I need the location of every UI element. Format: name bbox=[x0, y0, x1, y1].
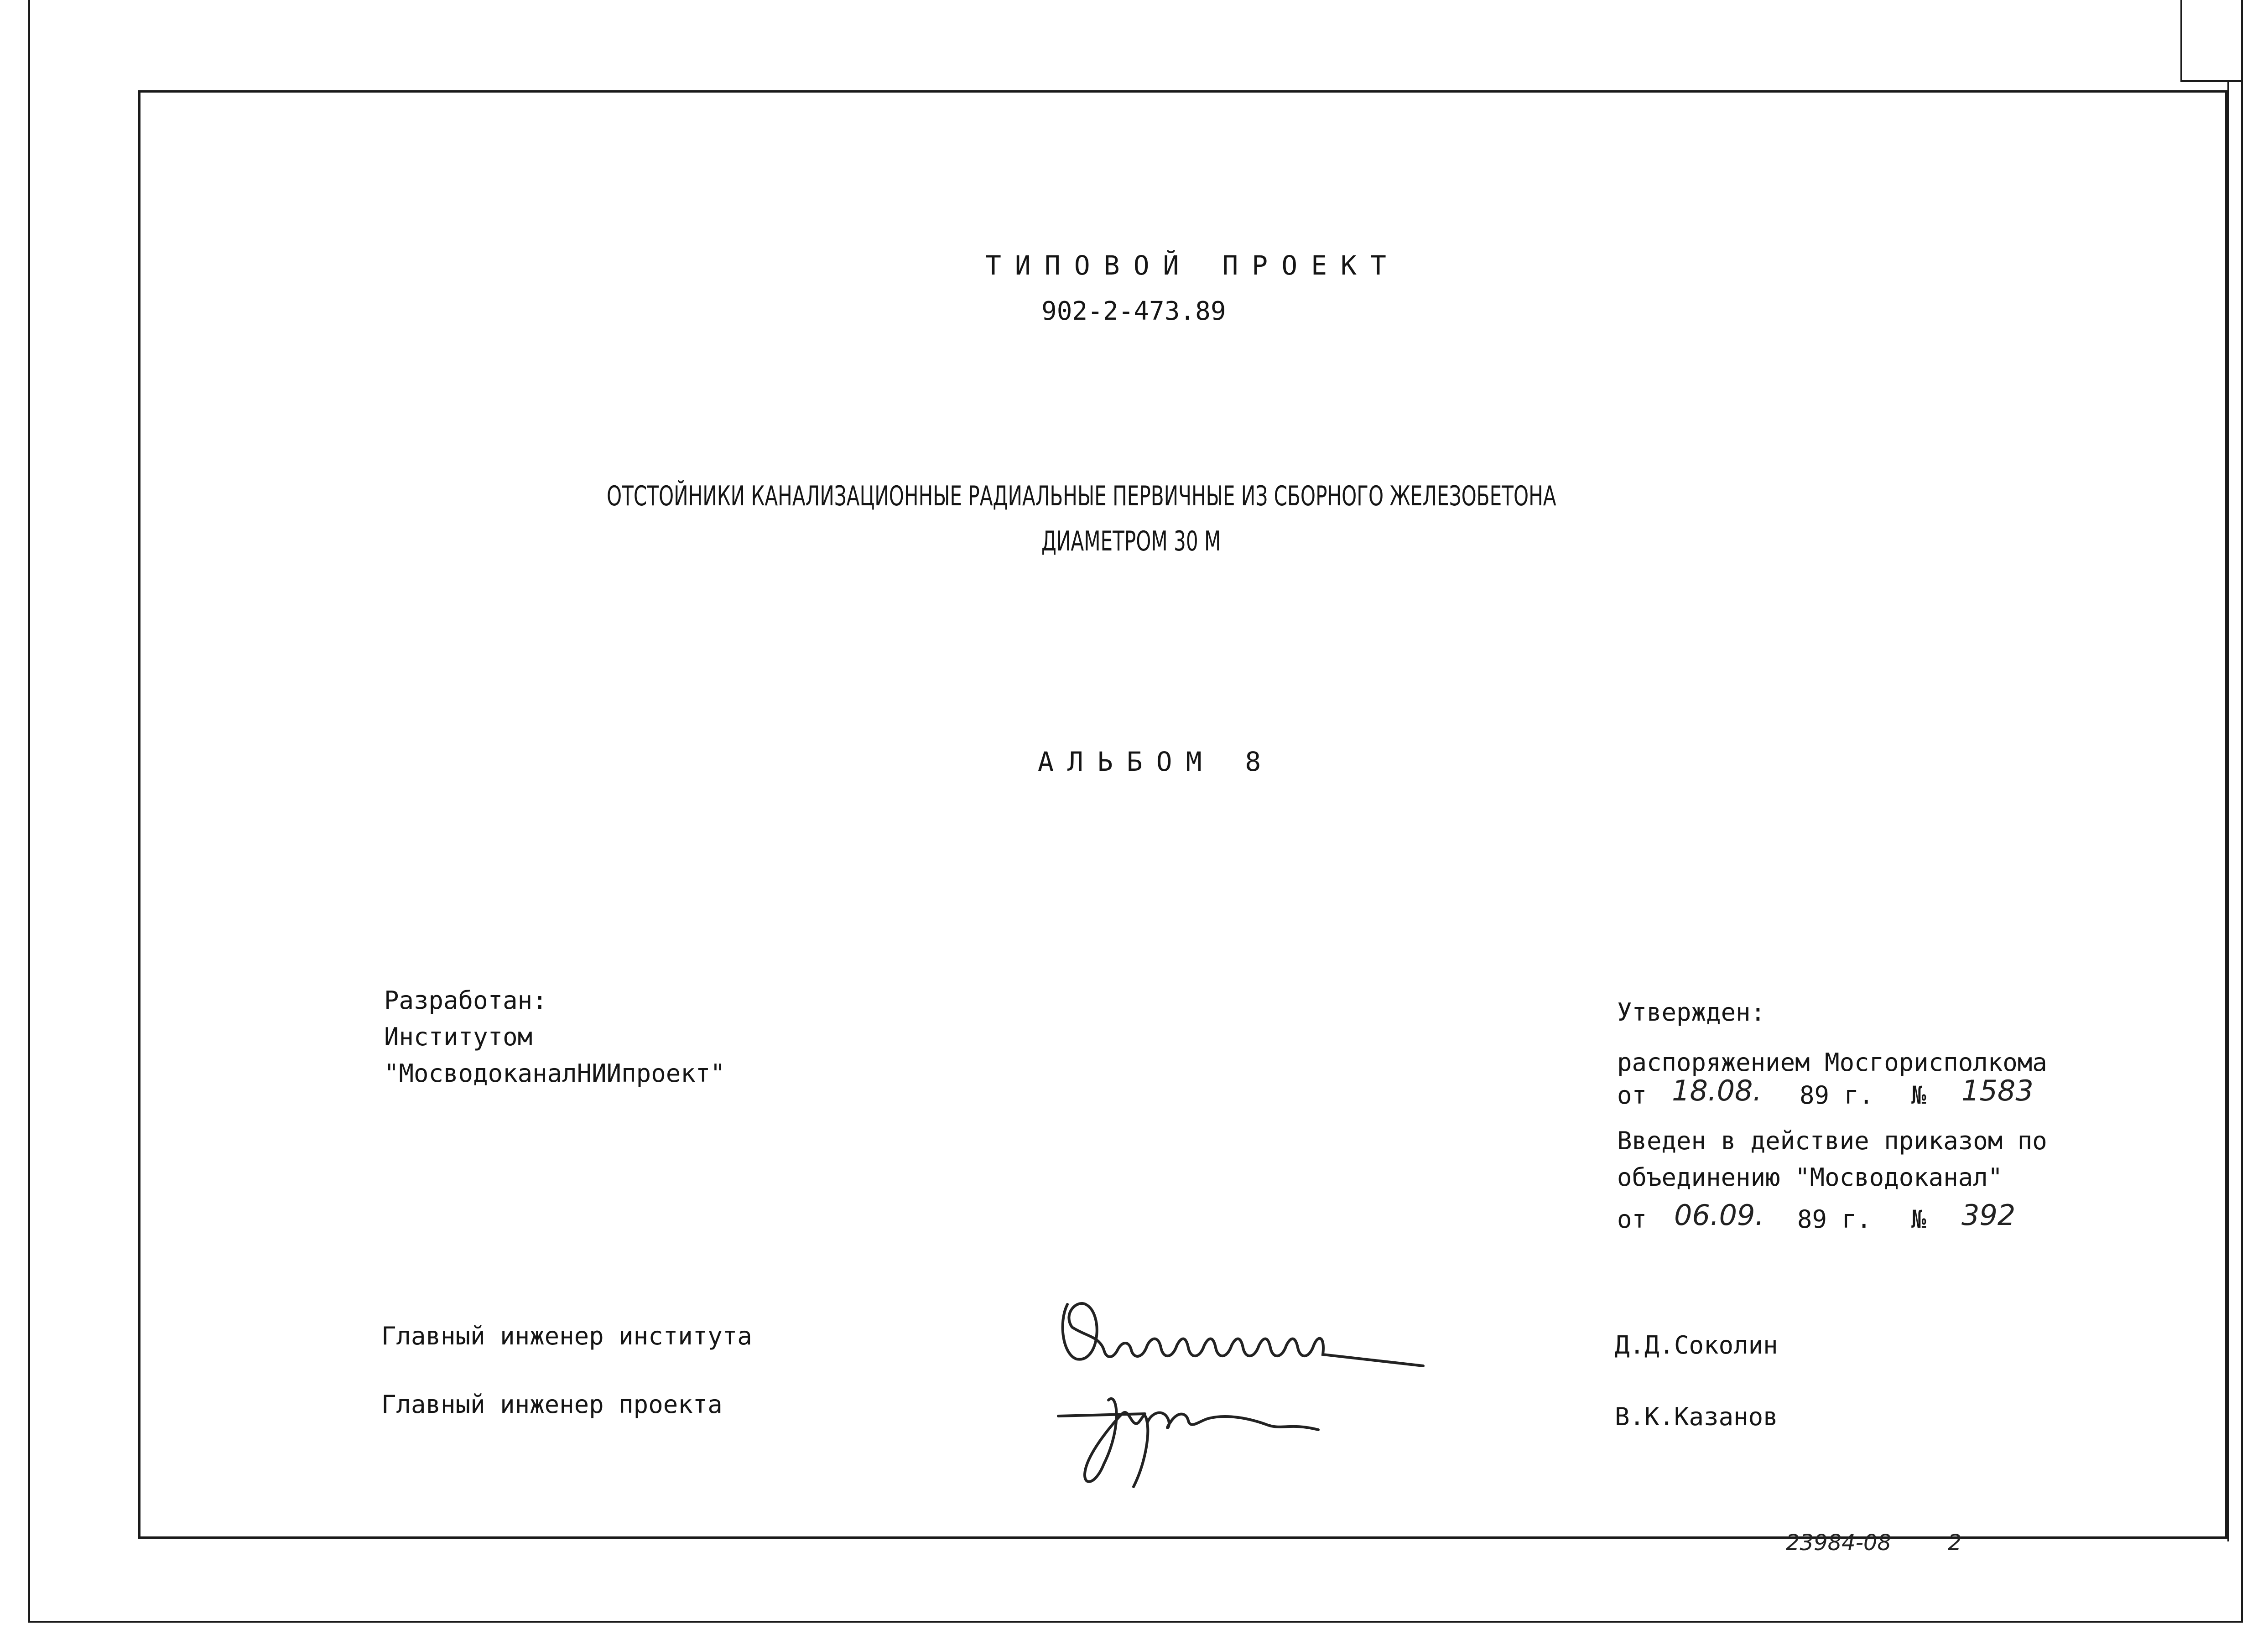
enacted-number-sign: № bbox=[1911, 1205, 1926, 1234]
enacted-line-1: Введен в действие приказом по bbox=[1617, 1126, 2047, 1155]
sheet-number: 2 bbox=[1948, 1530, 1962, 1556]
document-title: ТИПОВОЙ ПРОЕКТ bbox=[985, 250, 1400, 281]
approved-order: распоряжением Мосгорисполкома bbox=[1617, 1048, 2047, 1077]
approved-year: 89 г. bbox=[1800, 1081, 1874, 1110]
document-stamp-number: 23984-08 bbox=[1786, 1530, 1892, 1556]
enacted-number-handwritten: 392 bbox=[1961, 1199, 2016, 1232]
enacted-year: 89 г. bbox=[1797, 1205, 1872, 1234]
signature-sokolin bbox=[1049, 1286, 1437, 1377]
chief-engineer-institute-label: Главный инженер института bbox=[381, 1322, 752, 1350]
approved-number-sign: № bbox=[1911, 1081, 1926, 1110]
enacted-date-handwritten: 06.09. bbox=[1674, 1199, 1764, 1232]
chief-engineer-project-name: В.К.Казанов bbox=[1615, 1402, 1778, 1431]
corner-stamp-box bbox=[2180, 0, 2243, 82]
approved-date-handwritten: 18.08. bbox=[1672, 1074, 1762, 1107]
developed-institute: "МосводоканалНИИпроект" bbox=[384, 1059, 725, 1088]
subject-line-2: ДИАМЕТРОМ 30 М bbox=[1041, 525, 1221, 557]
approved-from-prefix: от bbox=[1617, 1081, 1647, 1110]
album-number: АЛЬБОМ 8 bbox=[1038, 746, 1275, 777]
developed-label: Разработан: bbox=[384, 986, 547, 1015]
signature-kazanov bbox=[1054, 1373, 1337, 1496]
subject-line-1: ОТСТОЙНИКИ КАНАЛИЗАЦИОННЫЕ РАДИАЛЬНЫЕ ПЕРВИЧНЫЕ ИЗ СБОРНОГО ЖЕЛЕЗОБЕТОНА bbox=[607, 480, 1556, 512]
enacted-line-2: объединению "Мосводоканал" bbox=[1617, 1163, 2003, 1192]
approved-label: Утвержден: bbox=[1617, 998, 1766, 1027]
chief-engineer-project-label: Главный инженер проекта bbox=[381, 1390, 723, 1419]
enacted-from-prefix: от bbox=[1617, 1205, 1647, 1234]
approved-number-handwritten: 1583 bbox=[1961, 1074, 2034, 1107]
right-margin-line bbox=[2227, 82, 2229, 1541]
project-number: 902-2-473.89 bbox=[1041, 296, 1226, 326]
chief-engineer-institute-name: Д.Д.Соколин bbox=[1615, 1331, 1778, 1359]
developed-by: Институтом bbox=[384, 1022, 533, 1051]
